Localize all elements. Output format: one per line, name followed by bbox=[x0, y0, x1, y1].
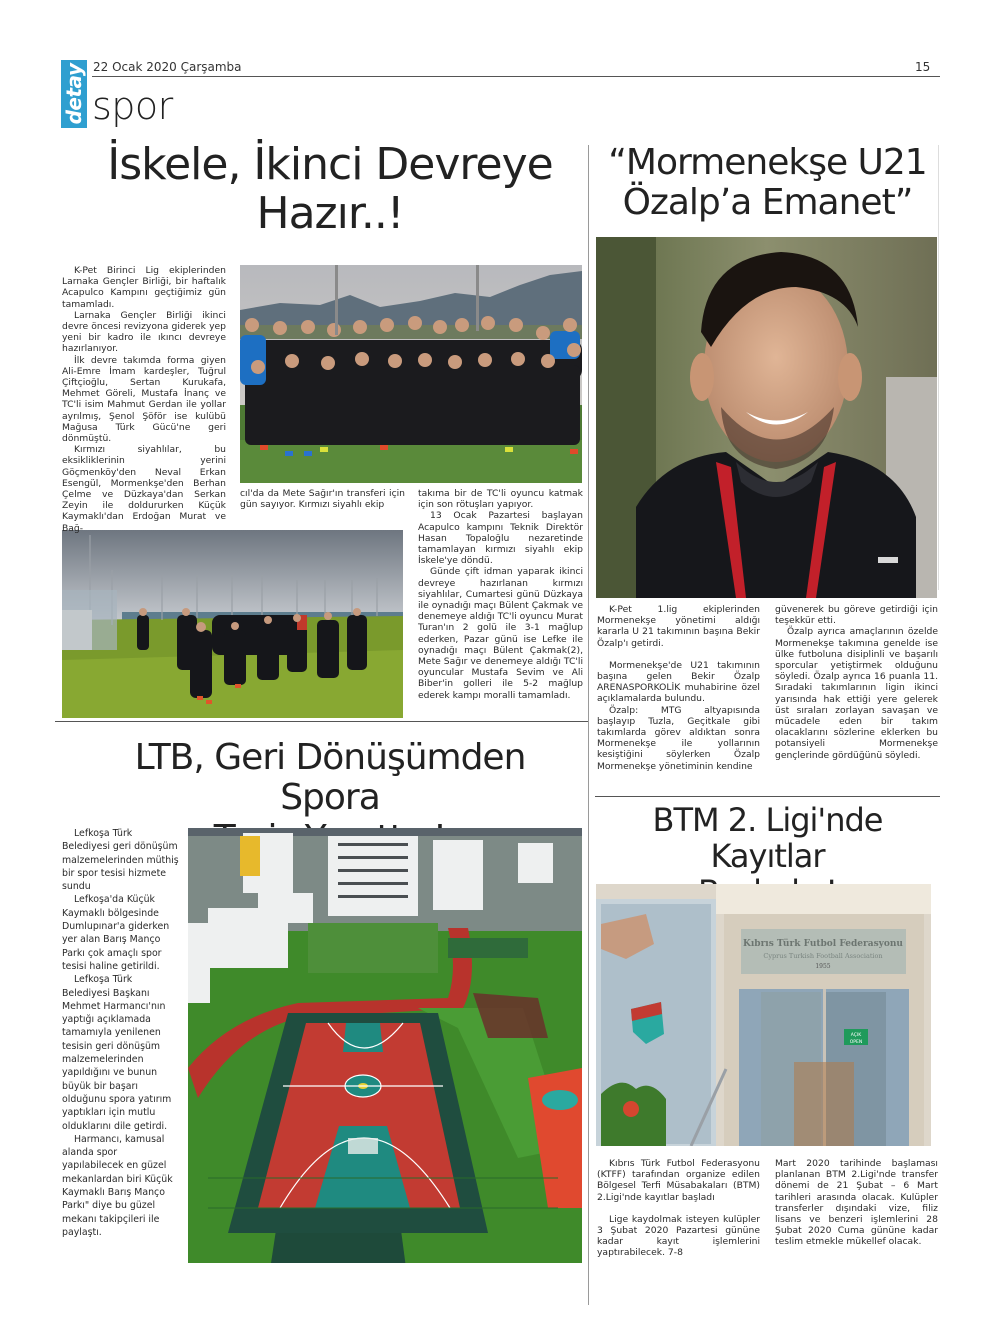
article-iskele-column-3 bbox=[418, 488, 583, 701]
sign-line-2: Cyprus Turkish Football Association bbox=[763, 952, 883, 960]
article-iskele-column-2 bbox=[240, 488, 405, 510]
column-divider bbox=[588, 145, 589, 1305]
paragraph: Lefkoşa'da Küçük Kaymaklı bölgesinde Dumlupınar'a giderken yer alan Barış Manço Parkı çok amaçlı spor tesisi haline getirildi. bbox=[62, 894, 170, 972]
headline-line: BTM 2. Ligi'nde Kayıtlar bbox=[652, 801, 883, 875]
bekir-ozalp-portrait bbox=[596, 237, 937, 598]
paragraph: Mormenekşe'de U21 takımının başına gelen Bekir Özalp ARENASPORKOLİK muhabirine özel açıklamalarda bulundu. bbox=[597, 659, 760, 705]
headline-line: İskele, İkinci Devreye bbox=[107, 139, 553, 190]
paragraph: İlk devre takımda forma giyen Ali-Emre İmam kardeşler, Tuğrul Çiftçioğlu, Sertan Kurukafa, Mehmet Göreli, Mustafa İnanç ve TC'li isim Mahmut Gerdan ile yollar ayrılmış, Şenol Şöför ise kulübü Mağusa Türk Gücü'ne geri dönmüştü. bbox=[62, 354, 226, 445]
paragraph: Kıbrıs Türk Futbol Federasyonu (KTFF) tarafından organize edilen Bölgesel Terfi Müsabakaları (BTM) 2.Ligi'nde kayıtlar başladı bbox=[597, 1158, 760, 1203]
paragraph: Lefkoşa Türk Belediyesi geri dönüşüm malzemelerinden müthiş bir spor tesisi hizmete sundu bbox=[62, 828, 179, 893]
article-divider-right bbox=[595, 796, 940, 797]
headline-line: Hazır..! bbox=[256, 188, 404, 240]
headline-mormenekse bbox=[595, 143, 940, 224]
header-rule bbox=[92, 76, 940, 77]
team-running-photo bbox=[62, 530, 403, 718]
team-group-photo bbox=[240, 265, 582, 483]
paragraph: Özalp ayrıca amaçlarının özelde Mormenekşe takımına genelde ise ülke futboluna disiplinli ve başarılı sporcular yetiştirmek olduğunu söyledi. Özalp ayrıca 16 puanla 11. Sıradaki takımlarının ligin ikinci yarısında hak ettiği yere gelerek üst sıraları zorlayan savaşan ve mücadele eden bir takım olacaklarını sözlerine eklerken bu potansiyeli Mormenekşe gençlerinde gördüğünü söyledi. bbox=[775, 626, 938, 761]
paragraph: takıma bir de TC'li oyuncu katmak için son rötuşları yapıyor. bbox=[418, 488, 583, 511]
article-mormenekse-column-1 bbox=[597, 604, 760, 772]
headline-line: Özalp’a Emanet” bbox=[622, 182, 913, 224]
headline-iskele bbox=[95, 140, 565, 239]
paragraph: Kırmızı siyahlılar, bu eksikliklerinin yerini Göçmenköy'den Neval Erkan Esengül, Mormenkşe'den Berhan Çelme ve Düzkaya'dan Serkan Zeyin ile doldururken Küçük Kaymaklı'dan Erdoğan Murat ve Bağ- bbox=[62, 444, 226, 534]
page-number: 15 bbox=[915, 60, 931, 74]
door-sticker-2: OPEN bbox=[849, 1040, 863, 1045]
paragraph: Günde çift idman yaparak ikinci devreye hazırlanan kırmızı siyahlılar, Cumartesi günü Düzkaya ile oynadığı maçı Bülent Çakmak ve denemeye aldığı TC'li oyuncu Murat Turan'ın 2 golü ile 3-1 mağlup ederken, Pazar günü ise Lefke ile oynadığı maçı Bülent Çakmak(2), Mete Sağır ve denemeye aldığı TC'li oyuncular Mustafa Sevim ve Ali Biber'in golleri ile 5-2 mağlup ederek kampı moralli tamamladı. bbox=[418, 566, 583, 701]
paragraph: Lefkoşa Türk Belediyesi Başkanı Mehmet Harmancı'nın yaptığı açıklamada tamamıyla yenilenen tesisin geri dönüşüm malzemelerinden yapıldığını ve bunun büyük bir başarı olduğunu spora yatırım yaptıkları için mutlu olduklarını dile getirdi. bbox=[62, 974, 172, 1132]
article-btm-column-1 bbox=[597, 1158, 760, 1259]
paragraph: Özalp: MTG altyapısında başlayıp Tuzla, Geçitkale gibi takımlarda görev aldıktan sonra Mormenekşe ile yollarının kesiştiğini söylerken Özalp Mormenekşe yönetiminin kendine bbox=[597, 704, 760, 772]
paragraph: Harmancı, kamusal alanda spor yapılabilecek en güzel mekanlardan biri Küçük Kaymaklı Barış Manço Parkı" diye bu güzel mekanı takipçileri ile paylaştı. bbox=[62, 1133, 173, 1238]
paragraph: 13 Ocak Pazartesi başlayan Acapulco kampını Teknik Direktör Hasan Topaloğlu nezaretinde tamamlayan kırmızı siyahlı ekip İskele'ye döndü. bbox=[418, 510, 583, 567]
article-btm-column-2 bbox=[775, 1158, 938, 1248]
article-divider-left bbox=[55, 721, 588, 722]
paragraph: Mart 2020 tarihinde başlaması planlanan BTM 2.Ligi'nde transfer dönemi de 21 Şubat – 6 Mart tarihleri arasında olacak. Kulüpler transferler dışındaki vize, filiz lisans ve benzeri işlemlerini 28 Şubat 2020 Cuma gününe kadar teslim etmekle mükellef olacak. bbox=[775, 1158, 938, 1248]
article-ltb-column-1 bbox=[62, 827, 180, 1239]
sign-line-1: Kıbrıs Türk Futbol Federasyonu bbox=[743, 939, 903, 949]
paragraph: Lige kaydolmak isteyen kulüpler 3 Şubat 2020 Pazartesi gününe kadar kayıt işlemlerini yaptırabilecek. 7-8 bbox=[597, 1213, 760, 1259]
detay-logo bbox=[61, 60, 87, 128]
paragraph: K-Pet Birinci Lig ekiplerinden Larnaka Gençler Birliği, bir haftalık Acapulco Kampını geçtiğimiz gün tamamladı. bbox=[62, 265, 226, 310]
paragraph: Larnaka Gençler Birliği ikinci devre öncesi revizyona giderek yep yeni bir kadro ile ıkıncı devreye hazırlanıyor. bbox=[62, 309, 226, 355]
paragraph: güvenerek bu göreve getirdiği için teşekkür etti. bbox=[775, 604, 938, 627]
ktff-building-entrance-photo bbox=[596, 884, 931, 1146]
basketball-court-aerial-photo bbox=[188, 828, 582, 1263]
article-mormenekse-column-2 bbox=[775, 604, 938, 761]
headline-line: LTB, Geri Dönüşümden Spora bbox=[134, 737, 526, 819]
headline-line: “Mormenekşe U21 bbox=[608, 142, 927, 183]
issue-date: 22 Ocak 2020 Çarşamba bbox=[93, 60, 242, 74]
paragraph: K-Pet 1.lig ekiplerinden Mormenekşe yönetimi aldığı kararla U 21 takımının başına Bekir Özalp'ı getirdi. bbox=[597, 604, 760, 649]
paragraph: cıl'da da Mete Sağır'ın transferi için gün sayıyor. Kırmızı siyahlı ekip bbox=[240, 488, 405, 511]
logo-text: detay bbox=[62, 63, 86, 125]
section-title: spor bbox=[92, 84, 173, 128]
door-sticker-1: AÇIK bbox=[850, 1033, 862, 1038]
sign-year: 1955 bbox=[815, 963, 831, 970]
article-iskele-column-1 bbox=[62, 265, 226, 534]
